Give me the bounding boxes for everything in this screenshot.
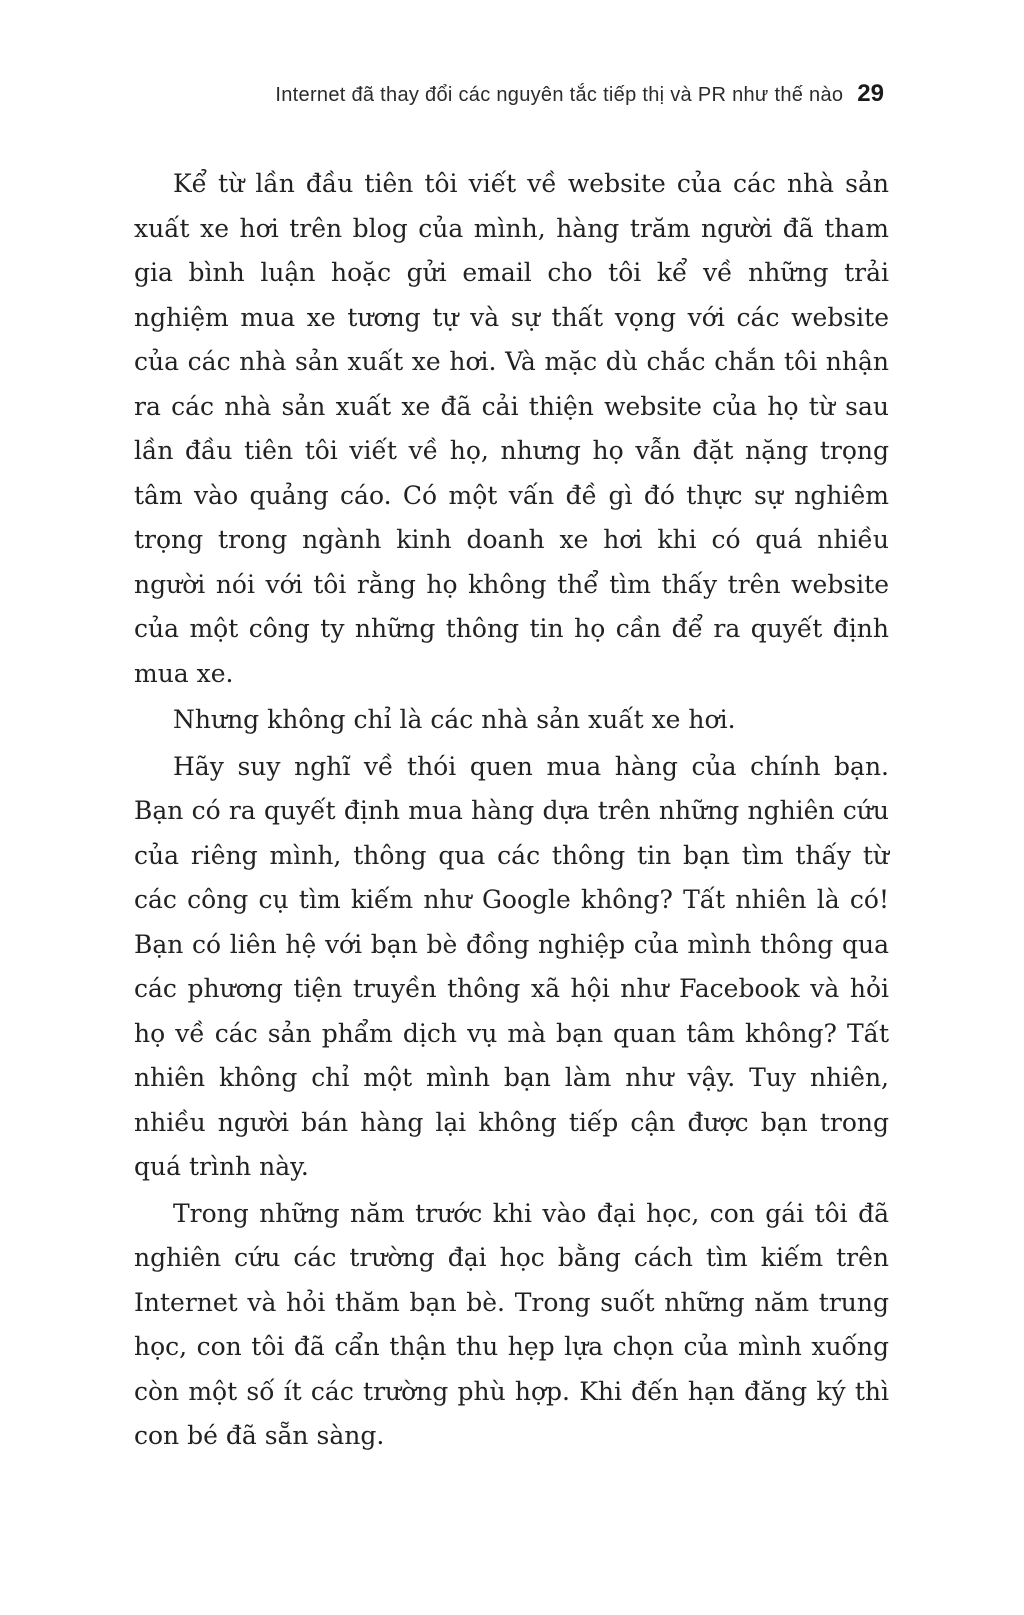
paragraph-1: Kể từ lần đầu tiên tôi viết về website của các nhà sản xuất xe hơi trên blog của mình, hàng trăm người đã tham gia bình luận hoặc gửi email cho tôi kể về những trải nghiệm mua xe tương tự và sự thất vọng với các website của các nhà sản xuất xe hơi. Và mặc dù chắc chắn tôi nhận ra các nhà sản xuất xe đã cải thiện website của họ từ sau lần đầu tiên tôi viết về họ, nhưng họ vẫn đặt nặng trọng tâm vào quảng cáo. Có một vấn đề gì đó thực sự nghiêm trọng trong ngành kinh doanh xe hơi khi có quá nhiều người nói với tôi rằng họ không thể tìm thấy trên website của một công ty những thông tin họ cần để ra quyết định mua xe. <box>134 169 889 688</box>
page-number: 29 <box>857 80 884 107</box>
running-header <box>275 80 884 108</box>
paragraph-2: Nhưng không chỉ là các nhà sản xuất xe hơi. <box>173 705 736 734</box>
body-text <box>134 162 889 1461</box>
running-title: Internet đã thay đổi các nguyên tắc tiếp thị và PR như thế nào <box>275 84 844 106</box>
paragraph-3: Hãy suy nghĩ về thói quen mua hàng của chính bạn. Bạn có ra quyết định mua hàng dựa trên những nghiên cứu của riêng mình, thông qua các thông tin bạn tìm thấy từ các công cụ tìm kiếm như Google không? Tất nhiên là có! Bạn có liên hệ với bạn bè đồng nghiệp của mình thông qua các phương tiện truyền thông xã hội như Facebook và hỏi họ về các sản phẩm dịch vụ mà bạn quan tâm không? Tất nhiên không chỉ một mình bạn làm như vậy. Tuy nhiên, nhiều người bán hàng lại không tiếp cận được bạn trong quá trình này. <box>134 751 889 1181</box>
paragraph-4: Trong những năm trước khi vào đại học, con gái tôi đã nghiên cứu các trường đại học bằng cách tìm kiếm trên Internet và hỏi thăm bạn bè. Trong suốt những năm trung học, con tôi đã cẩn thận thu hẹp lựa chọn của mình xuống còn một số ít các trường phù hợp. Khi đến hạn đăng ký thì con bé đã sẵn sàng. <box>134 1198 889 1450</box>
